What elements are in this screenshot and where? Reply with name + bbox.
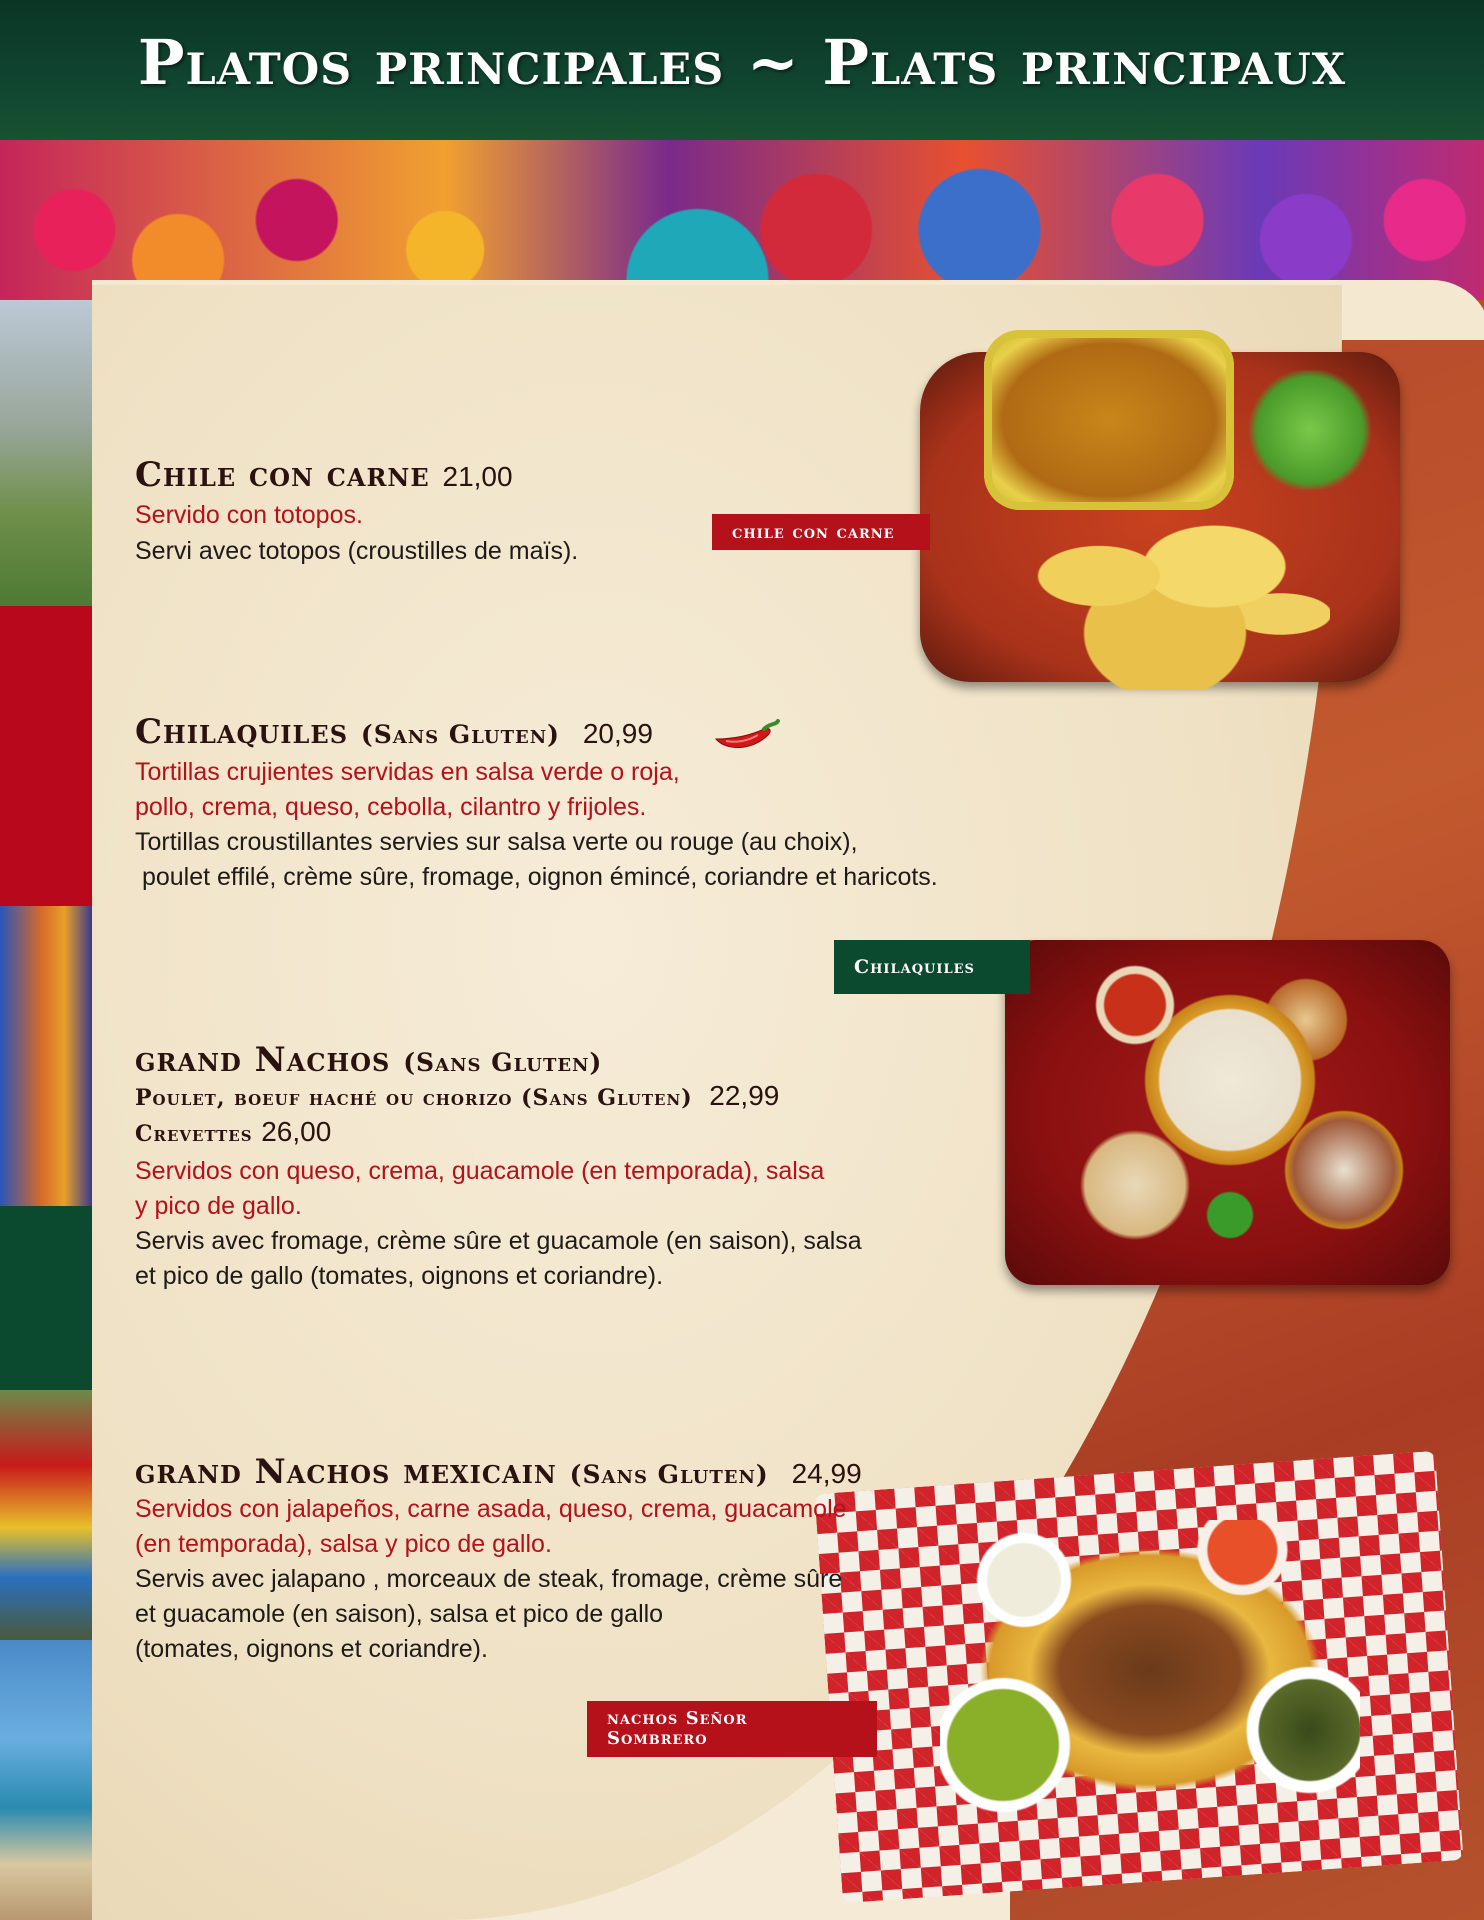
green-color-strip [0,1206,92,1390]
chilaquiles-food [1040,960,1420,1260]
description-line: (en temporada), salsa y pico de gallo. [135,1530,552,1558]
description-line: Servis avec fromage, crème sûre et guacamole (en saison), salsa [135,1227,862,1255]
gluten-free-note: (Sans Gluten) [569,1460,769,1489]
spanish-description [135,1154,824,1224]
item-price: 24,99 [791,1458,862,1489]
tag-line: nachos Señor [607,1708,748,1729]
gluten-free-note: (Sans Gluten) [360,720,560,749]
ruins-photo-strip [0,300,92,606]
option-name: Poulet, boeuf haché ou chorizo (Sans Gluten) [135,1085,693,1111]
option-price: 26,00 [261,1116,332,1147]
item-name: Chile con carne [135,455,430,495]
photo-tag-chilaquiles: Chilaquiles [834,940,1030,994]
chili-bowl [984,330,1234,510]
option-price: 22,99 [709,1080,780,1111]
gluten-free-note: (Sans Gluten) [403,1048,603,1077]
description-line: Tortillas croustillantes servies sur salsa verte ou rouge (au choix), [135,828,858,856]
description-line: Servidos con jalapeños, carne asada, queso, crema, guacamole [135,1495,847,1523]
description-line: et pico de gallo (tomates, oignons et coriandre). [135,1262,664,1290]
menu-item-option [135,1080,779,1112]
item-price: 21,00 [442,461,513,492]
nachos-food [940,1520,1360,1820]
menu-item-title [135,1040,602,1080]
french-description [135,1224,862,1294]
tag-line: Sombrero [607,1728,708,1749]
beach-photo-strip [0,1640,92,1920]
chili-pepper-icon [712,717,782,753]
photo-tag-nachos-senor-sombrero [587,1701,877,1757]
description-line: (tomates, oignons et coriandre). [135,1635,488,1663]
option-name: Crevettes [135,1121,253,1147]
spanish-description [135,755,680,825]
spanish-description [135,498,363,533]
description-line: Servi avec totopos (croustilles de maïs). [135,537,579,565]
menu-item-title [135,712,653,752]
red-color-strip [0,606,92,906]
description-line: Servis avec jalapano , morceaux de steak, fromage, crème sûre [135,1565,843,1593]
item-name: Chilaquiles [135,712,349,752]
spanish-description [135,1492,847,1562]
item-name: grand Nachos mexicain [135,1452,557,1492]
colonial-arch-photo-strip [0,906,92,1206]
description-line: Tortillas crujientes servidas en salsa verde o roja, [135,758,680,786]
description-line: pollo, crema, queso, cebolla, cilantro y frijoles. [135,793,647,821]
french-description [135,534,578,569]
description-line: y pico de gallo. [135,1192,302,1220]
menu-item-title [135,455,513,495]
item-price: 20,99 [582,718,653,749]
lettuce-garnish [1245,370,1375,490]
description-line: Servido con totopos. [135,501,363,529]
photo-tag-chile-con-carne: chile con carne [712,514,930,550]
description-line: et guacamole (en saison), salsa et pico de gallo [135,1600,664,1628]
page-title: Platos principales ~ Plats principaux [137,26,1347,99]
parrot-photo-strip [0,1390,92,1640]
tortilla-chips [1000,500,1330,690]
description-line: Servidos con queso, crema, guacamole (en temporada), salsa [135,1157,825,1185]
menu-item-option [135,1116,331,1148]
french-description [135,825,938,895]
french-description [135,1562,842,1667]
description-line: poulet effilé, crème sûre, fromage, oignon émincé, coriandre et haricots. [135,863,938,891]
item-name: grand Nachos [135,1040,391,1080]
menu-item-title [135,1452,862,1492]
